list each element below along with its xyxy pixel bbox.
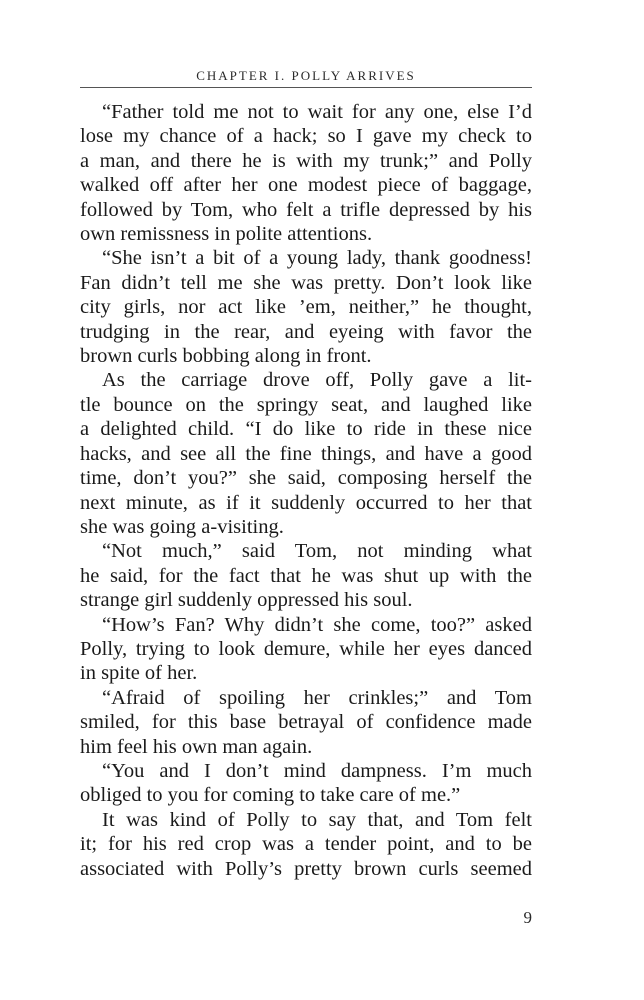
text-line: “Not much,” said Tom, not minding what [102,540,532,563]
text-line: followed by Tom, who felt a trifle depressed by his [80,198,532,221]
text-line: it; for his red crop was a tender point, and to be [80,833,532,856]
text-line: lose my chance of a hack; so I gave my check to [80,125,532,148]
text-line: in spite of her. [80,662,198,685]
text-line: trudging in the rear, and eyeing with favor the [80,320,532,343]
page-number: 9 [523,908,532,927]
text-line: own remissness in polite attentions. [80,223,373,246]
text-line: he said, for the fact that he was shut up with the [80,564,532,587]
text-line: brown curls bobbing along in front. [80,345,372,368]
paragraph [80,759,532,808]
text-line: him feel his own man again. [80,735,313,758]
paragraph [80,539,532,612]
text-line: Polly, trying to look demure, while her eyes danced [80,637,532,660]
paragraph [80,613,532,686]
text-line: associated with Polly’s pretty brown curls seemed [80,857,532,880]
text-line: As the carriage drove off, Polly gave a lit- [102,369,532,392]
text-line: “How’s Fan? Why didn’t she come, too?” asked [102,613,532,636]
text-line: walked off after her one modest piece of baggage, [80,174,532,197]
text-line: Fan didn’t tell me she was pretty. Don’t look like [80,271,532,294]
book-page [80,0,532,1000]
running-head: CHAPTER I. POLLY ARRIVES [196,68,416,83]
paragraph [80,686,532,759]
text-line: tle bounce on the springy seat, and laughed like [80,393,532,416]
text-line: city girls, nor act like ’em, neither,” he thought, [80,296,532,319]
text-line: It was kind of Polly to say that, and Tom felt [102,808,532,831]
text-line: strange girl suddenly oppressed his soul. [80,589,413,612]
paragraph [80,100,532,246]
text-line: hacks, and see all the fine things, and have a good [80,442,532,465]
text-line: “Father told me not to wait for any one, else I’d [102,101,532,123]
text-line: “Afraid of spoiling her crinkles;” and Tom [102,686,532,709]
text-line: “She isn’t a bit of a young lady, thank goodness! [102,247,532,270]
header-rule [80,87,532,88]
body-text [80,100,532,881]
text-line: smiled, for this base betrayal of confidence made [80,711,532,734]
text-line: next minute, as if it suddenly occurred to her that [80,491,532,514]
paragraph [80,808,532,881]
text-line: time, don’t you?” she said, composing herself the [80,467,532,490]
text-line: she was going a-visiting. [80,515,284,538]
text-line: obliged to you for coming to take care of me.” [80,784,461,807]
paragraph [80,246,532,368]
text-line: a delighted child. “I do like to ride in these nice [80,418,532,441]
text-line: “You and I don’t mind dampness. I’m much [102,759,532,782]
paragraph [80,368,532,539]
text-line: a man, and there he is with my trunk;” and Polly [80,149,532,172]
